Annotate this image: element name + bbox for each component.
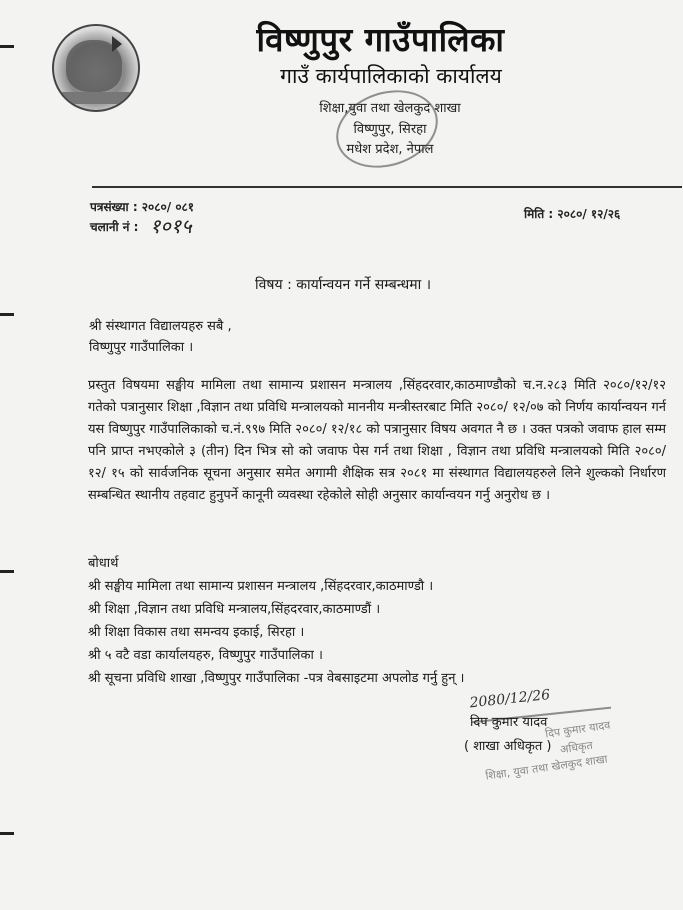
emblem-flag-icon — [112, 36, 122, 52]
emblem-base-icon — [62, 92, 130, 104]
scan-edge-mark — [0, 45, 14, 48]
municipality-title: विष्णुपुर गाउँपालिका — [256, 20, 505, 59]
handwritten-signature: 2080/12/26 — [469, 681, 611, 723]
addressee-line-2: विष्णुपुर गाउँपालिका । — [89, 340, 194, 355]
letter-subject: विषय : कार्यान्वयन गर्ने सम्बन्धमा । — [255, 277, 432, 293]
letter-date: मिति : २०८०/ १२/२६ — [524, 207, 621, 221]
address-line-2: मधेश प्रदेश, नेपाल — [346, 142, 434, 157]
signatory-name: दिप कुमार यादव — [470, 715, 548, 730]
office-title: गाउँ कार्यपालिकाको कार्यालय — [280, 64, 502, 88]
letter-body: प्रस्तुत विषयमा सङ्घीय मामिला तथा सामान्य प्रशासन मन्त्रालय ,सिंहदरवार,काठमाण्डौको च.न.२८३ मिति २०८०/१२/१२ गतेको पत्रानुसार शिक्षा ,विज्ञान तथा प्रविधि मन्त्रालयको माननीय मन्त्रीस्तरबाट मिति २०८०/ १२/०७ को निर्णय कार्यान्वयन गर्न यस विष्णुपुर गाउँपालिकाको च.नं.९९७ मिति २०८०/ १२/१८ को पत्रानुसार विषय अवगत नै छ । उक्त पत्रको जवाफ हाल सम्म पनि प्राप्त नभएकोले ३ (तीन) दिन भित्र सो को जवाफ पेस गर्न तथा शिक्षा , विज्ञान तथा प्रविधि मन्त्रालयको मिति २०८०/ १२/ १५ को सार्वजनिक सूचना अनुसार समेत अगामी शैक्षिक सत्र २०८१ मा संस्थागत विद्यालयहरुले लिने शुल्कको निर्धारण सम्बन्धित स्थानीय तहवाट हुनुपर्ने कानूनी व्यवस्था रहेकोले सोही अनुसार कार्यान्वयन गर्नु अनुरोध छ । — [88, 378, 666, 503]
signatory-designation: ( शाखा अधिकृत ) — [464, 739, 552, 754]
government-emblem-logo — [52, 24, 140, 112]
cc-item: श्री ५ वटै वडा कार्यालयहरु, विष्णुपुर गाउँपालिका । — [88, 648, 323, 663]
stamp-section: शिक्षा, युवा तथा खेलकुद शाखा — [484, 752, 609, 783]
cc-item: श्री शिक्षा ,विज्ञान तथा प्रविधि मन्त्रालय,सिंहदरवार,काठमाण्डौं । — [88, 602, 381, 617]
office-stamp — [326, 78, 448, 181]
scan-edge-mark — [0, 313, 14, 316]
cc-item: श्री सूचना प्रविधि शाखा ,विष्णुपुर गाउँपालिका -पत्र वेबसाइटमा अपलोड गर्नु हुन् । — [88, 671, 465, 686]
scan-edge-mark — [0, 832, 14, 835]
cc-item: श्री शिक्षा विकास तथा समन्वय इकाई, सिरहा । — [88, 625, 305, 640]
stamp-name: दिप कुमार यादव — [544, 718, 612, 741]
cc-item: श्री सङ्घीय मामिला तथा सामान्य प्रशासन मन्त्रालय ,सिंहदरवार,काठमाण्डौ । — [88, 579, 434, 594]
scan-edge-mark — [0, 570, 14, 573]
section-name: शिक्षा,युवा तथा खेलकुद शाखा — [319, 101, 461, 116]
dispatch-number-handwritten: १०१५ — [150, 214, 192, 238]
reference-number: पत्रसंख्या : २०८०/ ०८१ — [90, 200, 195, 214]
dispatch-number-label: चलानी नं : — [90, 220, 139, 234]
address-line-1: विष्णुपुर, सिरहा — [353, 122, 427, 137]
cc-heading: बोधार्थ — [88, 556, 119, 571]
stamp-designation: अधिकृत — [559, 738, 594, 757]
addressee-line-1: श्री संस्थागत विद्यालयहरु सबै , — [89, 319, 232, 334]
header-divider — [92, 186, 682, 188]
